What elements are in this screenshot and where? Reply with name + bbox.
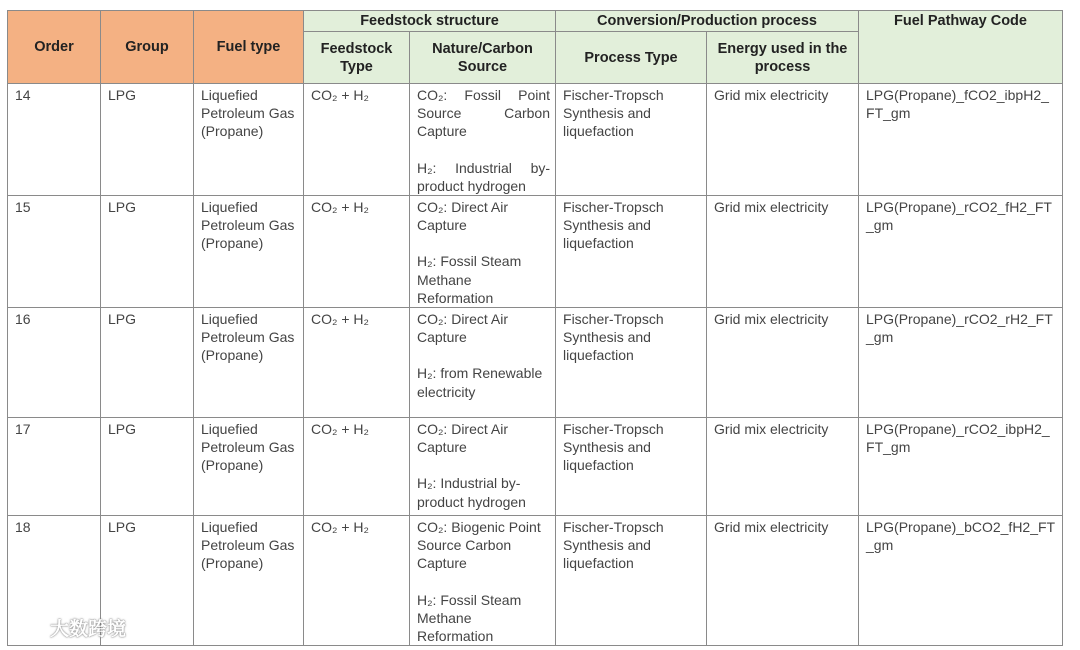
group-cell: LPG	[101, 308, 194, 418]
co2-source: CO₂: Fossil Point Source Carbon Capture	[417, 87, 551, 140]
table-row	[8, 84, 1063, 196]
co2-source: CO₂: Direct Air Capture	[417, 311, 508, 346]
header-feedstock-type: Feedstock Type	[304, 32, 410, 84]
carbon-source-cell	[410, 516, 556, 646]
order-cell: 16	[8, 308, 101, 418]
feedstock-type-cell: CO₂ + H₂	[304, 308, 410, 418]
carbon-source-cell	[410, 84, 556, 196]
process-type-cell: Fischer-Tropsch Synthesis and liquefaction	[556, 308, 707, 418]
feedstock-type-cell: CO₂ + H₂	[304, 516, 410, 646]
header-fuel-type: Fuel type	[194, 11, 304, 84]
carbon-source-cell	[410, 196, 556, 308]
watermark-text: 大数跨境	[50, 619, 127, 640]
co2-source: CO₂: Biogenic Point Source Carbon Capture	[417, 519, 541, 572]
group-cell: LPG	[101, 196, 194, 308]
header-group: Group	[101, 11, 194, 84]
fuel-type-cell: Liquefied Petroleum Gas (Propane)	[194, 418, 304, 516]
energy-cell: Grid mix electricity	[707, 196, 859, 308]
co2-source: CO₂: Direct Air Capture	[417, 421, 508, 456]
fuel-type-cell: Liquefied Petroleum Gas (Propane)	[194, 84, 304, 196]
feedstock-type-cell: CO₂ + H₂	[304, 84, 410, 196]
order-cell: 15	[8, 196, 101, 308]
h2-source: H₂: Fossil Steam Methane Reformation	[417, 253, 522, 306]
carbon-source-cell	[410, 418, 556, 516]
energy-cell: Grid mix electricity	[707, 516, 859, 646]
pathway-code-cell: LPG(Propane)_bCO2_fH2_FT_gm	[859, 516, 1063, 646]
energy-cell: Grid mix electricity	[707, 418, 859, 516]
header-fuel-pathway-code: Fuel Pathway Code	[859, 11, 1063, 84]
header-energy-used: Energy used in the process	[707, 32, 859, 84]
header-feedstock-structure: Feedstock structure	[304, 11, 556, 32]
order-cell: 18	[8, 516, 101, 646]
fuel-type-cell: Liquefied Petroleum Gas (Propane)	[194, 308, 304, 418]
order-cell: 17	[8, 418, 101, 516]
h2-source: H₂: Industrial by-product hydrogen	[417, 159, 551, 194]
pathway-code-cell: LPG(Propane)_rCO2_ibpH2_FT_gm	[859, 418, 1063, 516]
fuel-type-cell: Liquefied Petroleum Gas (Propane)	[194, 516, 304, 646]
group-cell: LPG	[101, 516, 194, 646]
header-conversion-process: Conversion/Production process	[556, 11, 859, 32]
process-type-cell: Fischer-Tropsch Synthesis and liquefaction	[556, 418, 707, 516]
watermark-logo-icon	[10, 615, 44, 641]
watermark	[10, 614, 126, 641]
table-row	[8, 418, 1063, 516]
process-type-cell: Fischer-Tropsch Synthesis and liquefaction	[556, 84, 707, 196]
h2-source: H₂: Industrial by-product hydrogen	[417, 475, 526, 510]
process-type-cell: Fischer-Tropsch Synthesis and liquefaction	[556, 516, 707, 646]
carbon-source-cell	[410, 308, 556, 418]
header-order: Order	[8, 11, 101, 84]
energy-cell: Grid mix electricity	[707, 84, 859, 196]
table-row	[8, 516, 1063, 646]
h2-source: H₂: Fossil Steam Methane Reformation	[417, 591, 522, 645]
h2-source: H₂: from Renewable electricity	[417, 365, 543, 400]
table-row	[8, 308, 1063, 418]
header-process-type: Process Type	[556, 32, 707, 84]
group-cell: LPG	[101, 84, 194, 196]
order-cell: 14	[8, 84, 101, 196]
pathway-code-cell: LPG(Propane)_rCO2_fH2_FT_gm	[859, 196, 1063, 308]
energy-cell: Grid mix electricity	[707, 308, 859, 418]
fuel-pathway-table	[7, 10, 1063, 646]
header-nature-carbon-source: Nature/Carbon Source	[410, 32, 556, 84]
process-type-cell: Fischer-Tropsch Synthesis and liquefaction	[556, 196, 707, 308]
feedstock-type-cell: CO₂ + H₂	[304, 418, 410, 516]
group-cell: LPG	[101, 418, 194, 516]
co2-source: CO₂: Direct Air Capture	[417, 199, 508, 234]
pathway-code-cell: LPG(Propane)_rCO2_rH2_FT_gm	[859, 308, 1063, 418]
fuel-type-cell: Liquefied Petroleum Gas (Propane)	[194, 196, 304, 308]
table-row	[8, 196, 1063, 308]
feedstock-type-cell: CO₂ + H₂	[304, 196, 410, 308]
pathway-code-cell: LPG(Propane)_fCO2_ibpH2_FT_gm	[859, 84, 1063, 196]
